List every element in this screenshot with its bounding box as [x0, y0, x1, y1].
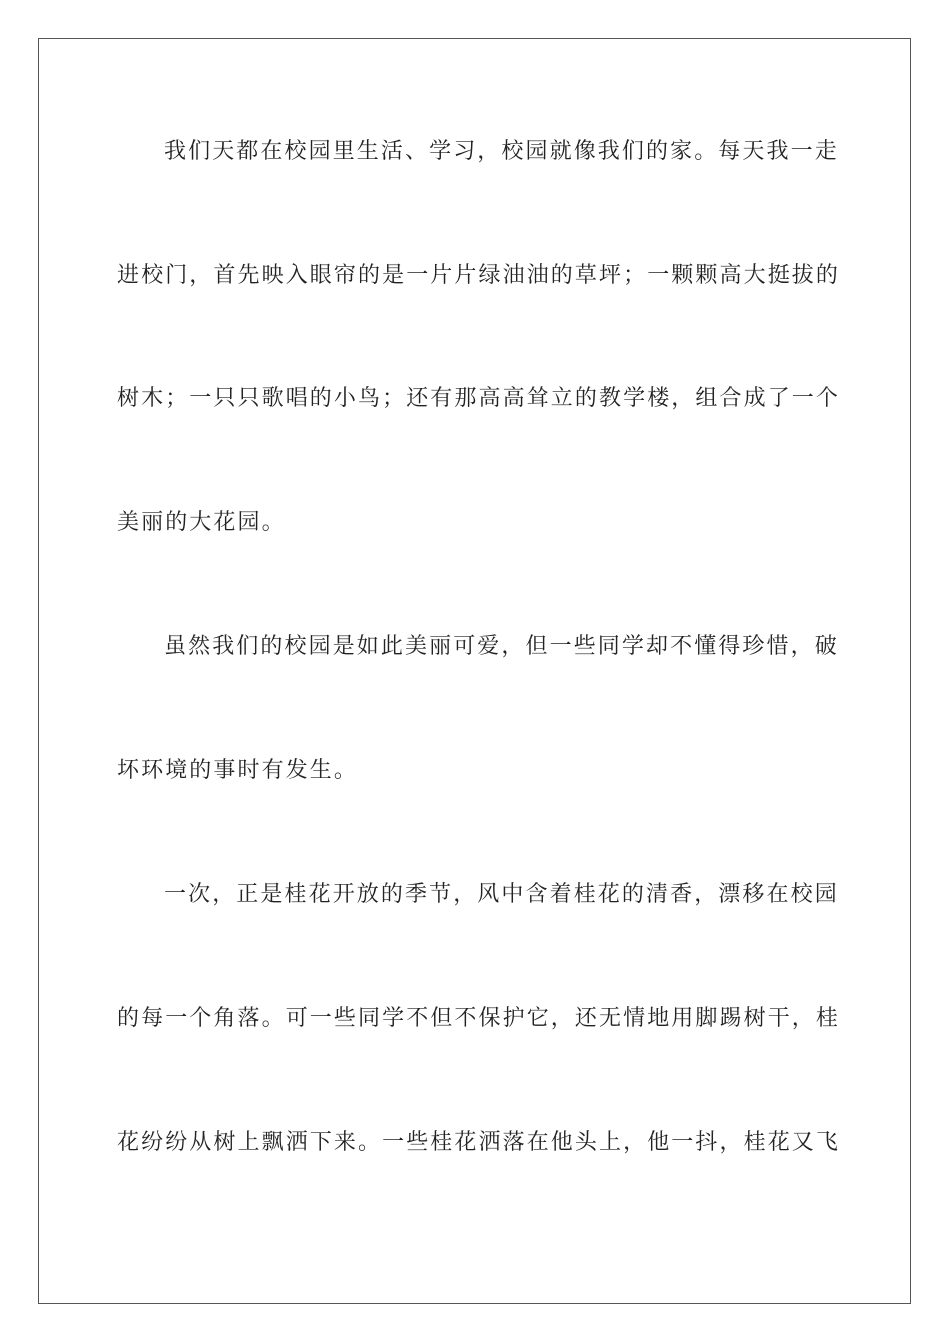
paragraph-3-line-3: 花纷纷从树上飘洒下来。一些桂花洒落在他头上，他一抖，桂花又飞 [117, 1130, 841, 1155]
paragraph-2-line-2: 坏环境的事时有发生。 [117, 758, 359, 783]
paragraph-1-line-1: 我们天都在校园里生活、学习，校园就像我们的家。每天我一走 [164, 139, 839, 164]
paragraph-2-line-1: 虽然我们的校园是如此美丽可爱，但一些同学却不懂得珍惜，破 [164, 634, 839, 659]
paragraph-3-line-1: 一次，正是桂花开放的季节，风中含着桂花的清香，漂移在校园 [164, 882, 839, 907]
paragraph-3-line-2: 的每一个角落。可一些同学不但不保护它，还无情地用脚踢树干，桂 [117, 1006, 841, 1031]
paragraph-1-line-2: 进校门，首先映入眼帘的是一片片绿油油的草坪；一颗颗高大挺拔的 [117, 263, 841, 288]
paragraph-1-line-3: 树木；一只只歌唱的小鸟；还有那高高耸立的教学楼，组合成了一个 [117, 386, 841, 411]
page-border [38, 38, 911, 1304]
paragraph-1-line-4: 美丽的大花园。 [117, 510, 286, 535]
